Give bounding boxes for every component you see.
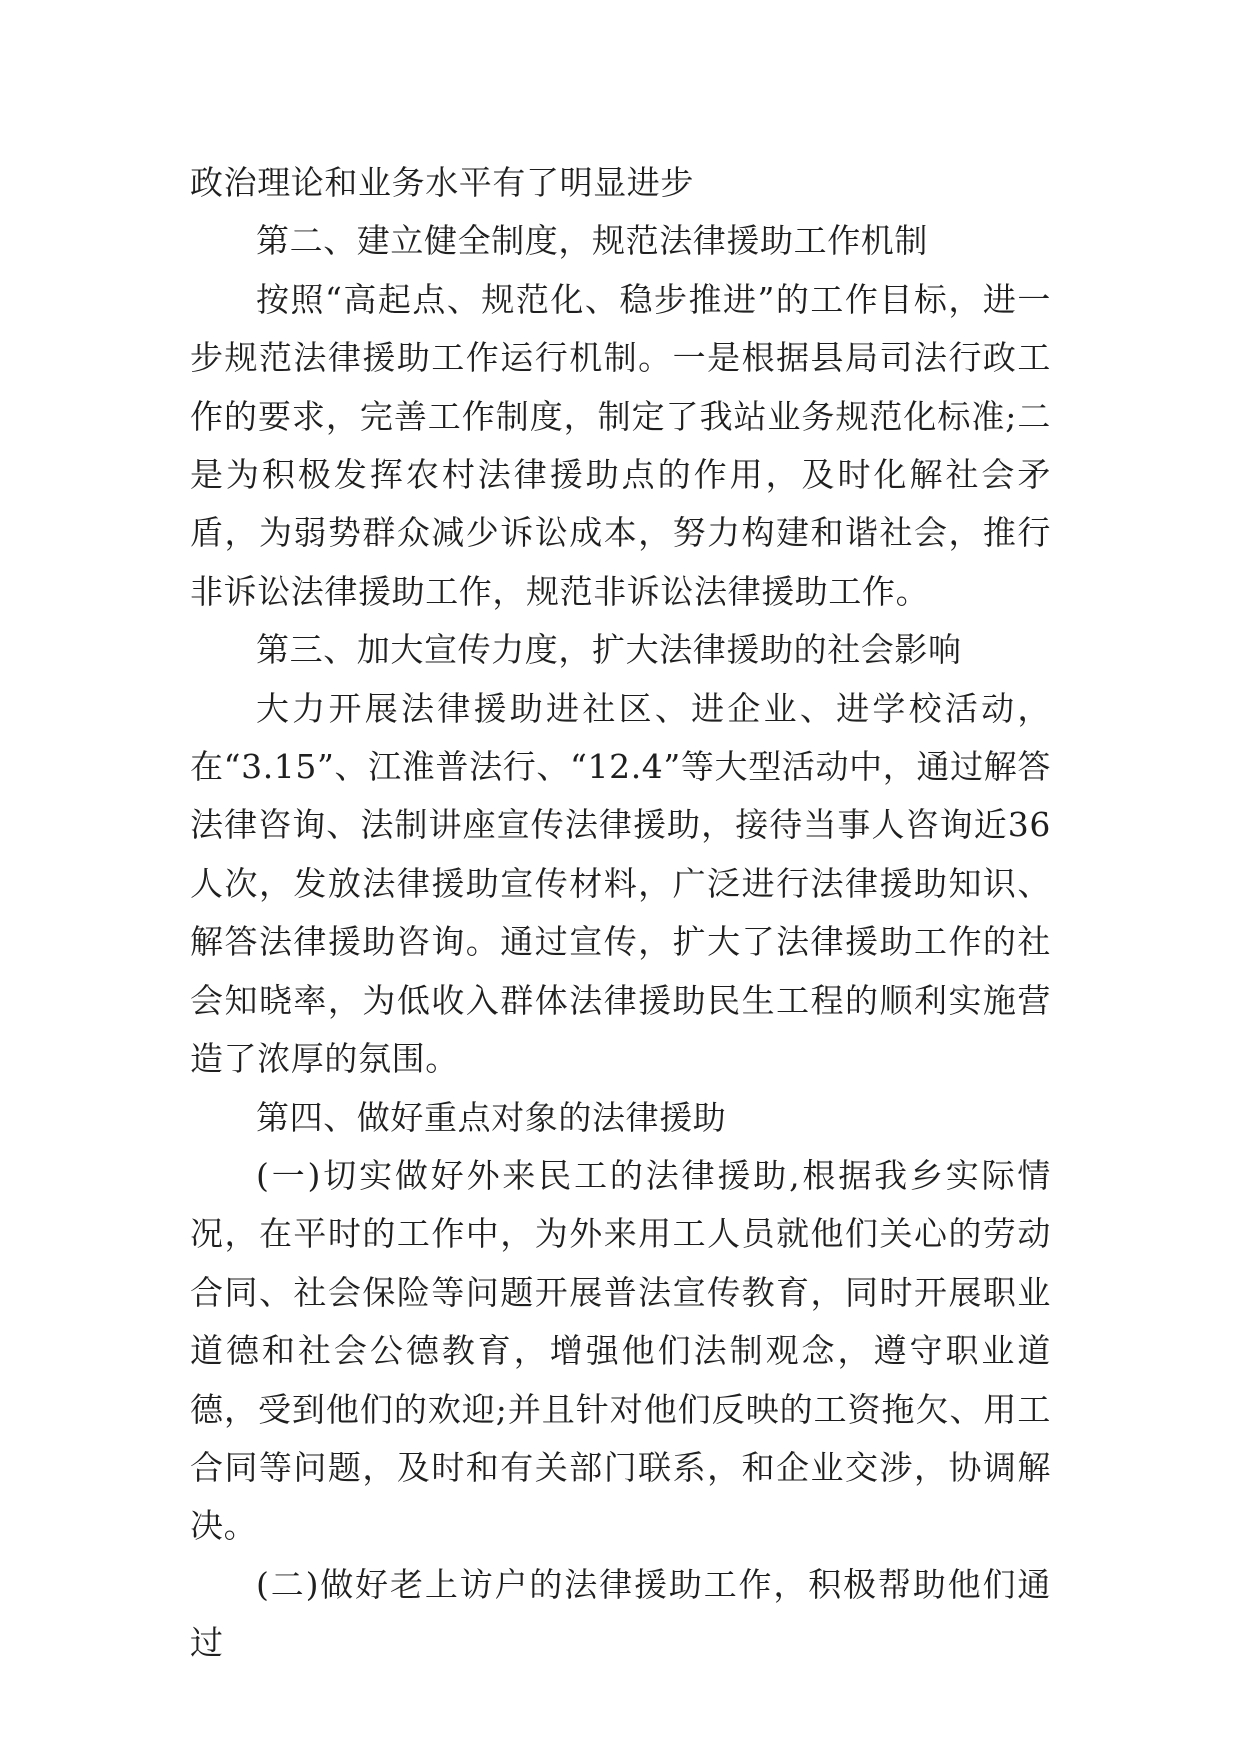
paragraph-publicity: 大力开展法律援助进社区、进企业、进学校活动，在“3.15”、江淮普法行、“12.4”等大型活动中，通过解答法律咨询、法制讲座宣传法律援助，接待当事人咨询近36人次，发放法律援助宣传材料，广泛进行法律援助知识、解答法律援助咨询。通过宣传，扩大了法律援助工作的社会知晓率，为低收入群体法律援助民生工程的顺利实施营造了浓厚的氛围。 xyxy=(190,688,1051,1079)
section-heading-4: 第四、做好重点对象的法律援助 xyxy=(256,1097,727,1137)
document-body xyxy=(190,154,1051,1673)
section-heading-2: 第二、建立健全制度，规范法律援助工作机制 xyxy=(256,221,928,261)
paragraph-mechanism: 按照“高起点、规范化、稳步推进”的工作目标，进一步规范法律援助工作运行机制。一是根据县局司法行政工作的要求，完善工作制度，制定了我站业务规范化标准;二是为积极发挥农村法律援助点的作用，及时化解社会矛盾，为弱势群众减少诉讼成本，努力构建和谐社会，推行非诉讼法律援助工作，规范非诉讼法律援助工作。 xyxy=(190,279,1051,611)
paragraph-continued: 政治理论和业务水平有了明显进步 xyxy=(190,163,694,202)
section-heading-3: 第三、加大宣传力度，扩大法律援助的社会影响 xyxy=(256,630,962,670)
paragraph-migrant-workers: (一)切实做好外来民工的法律援助,根据我乡实际情况，在平时的工作中，为外来用工人员就他们关心的劳动合同、社会保险等问题开展普法宣传教育，同时开展职业道德和社会公德教育，增强他们法制观念，遵守职业道德，受到他们的欢迎;并且针对他们反映的工资拖欠、用工合同等问题，及时和有关部门联系，和企业交涉，协调解决。 xyxy=(190,1155,1051,1546)
paragraph-petitioners: (二)做好老上访户的法律援助工作，积极帮助他们通过 xyxy=(190,1564,1051,1663)
